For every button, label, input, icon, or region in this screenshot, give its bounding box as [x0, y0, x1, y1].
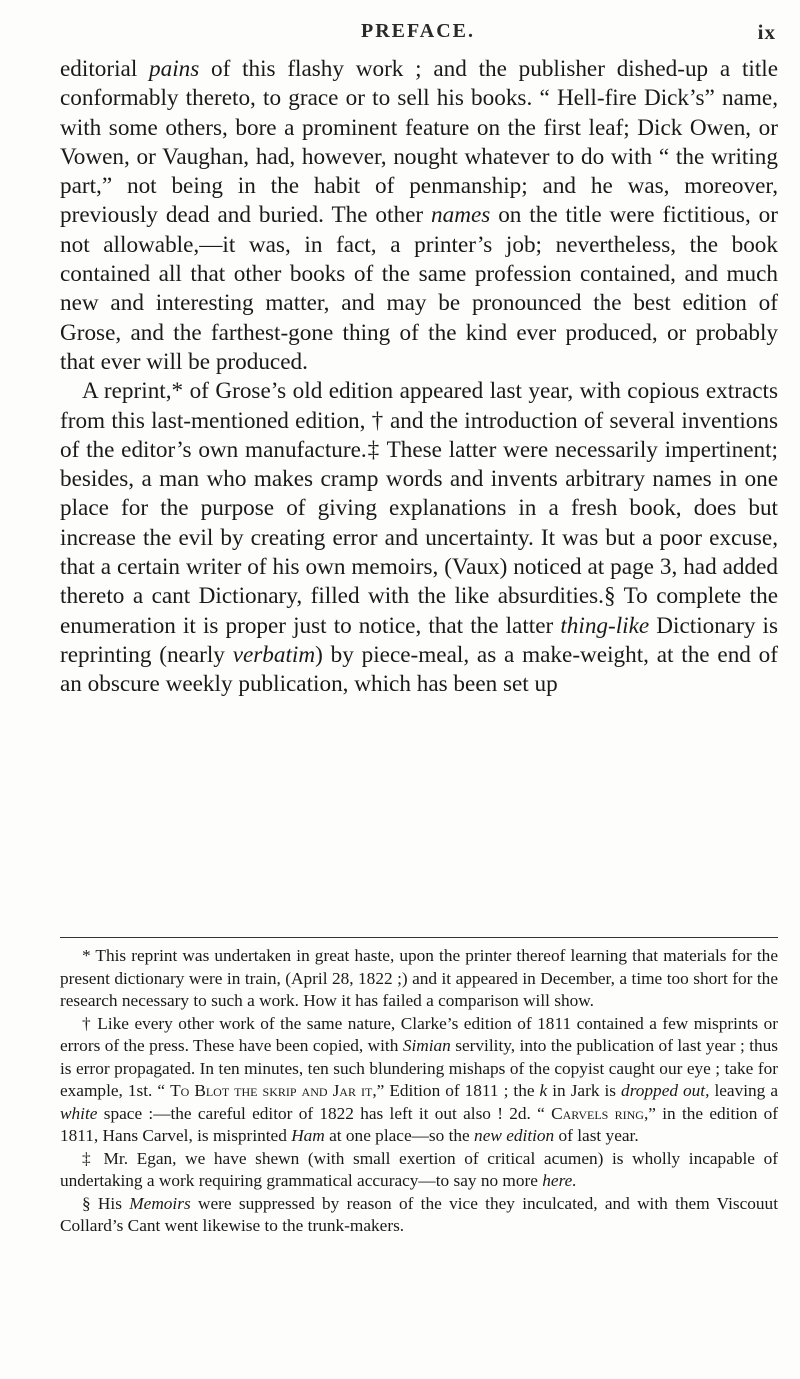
text-run: § His — [82, 1193, 130, 1213]
text-run: were suppressed by reason of the vice they inculcated, and with them Viscouut Collard’s Cant went likewise to the trunk-makers. — [60, 1193, 778, 1235]
small-caps-run: Carvels ring — [551, 1103, 644, 1123]
text-run: on the title were fictitious, or not allowable,—it was, in fact, a printer’s job; nevertheless, the book contained all that other books of the same profession contained, and much new and interesting matter, and may be pronounced the best edition of Grose, and the farthest-gone thing of the kind ever produced, or probably that ever will be produced. — [60, 202, 778, 375]
italic-run: thing-like — [560, 612, 650, 639]
footnote-divider — [60, 937, 778, 938]
paragraph-2 — [60, 377, 778, 699]
small-caps-run: To Blot the skrip and Jar it — [170, 1081, 373, 1100]
text-run: at one place—so the — [324, 1126, 475, 1145]
italic-run: white — [60, 1103, 98, 1123]
text-run: of this flashy work ; and the publisher dished-up a title conformably thereto, to grace or to sell his books. “ Hell-fire Dick’s” name, with some others, bore a prominent feature on the first leaf; Dick Owen, or Vowen, or Vaughan, had, however, nought whatever to do with “ the writing part,” not being in the habit of penmanship; and he was, moreover, previously dead and buried. The other — [60, 56, 778, 229]
italic-run: new edition — [474, 1126, 555, 1145]
running-title: PREFACE. — [361, 20, 475, 42]
italic-run: k — [539, 1081, 548, 1100]
text-run: in Jark is — [547, 1081, 622, 1100]
main-text — [60, 55, 778, 700]
text-run: † Like every other work of the same nature, Clarke’s edition of 1811 contained a few misprints or errors of the press. These have been copied, with — [60, 1013, 778, 1055]
footnote-double-dagger — [60, 1148, 778, 1193]
text-run: ‡ Mr. Egan, we have shewn (with small exertion of critical acumen) is wholly incapable of undertaking a work requiring grammatical accuracy—to say no more — [60, 1148, 778, 1190]
italic-run: pains — [149, 56, 200, 82]
footnotes — [60, 945, 778, 1238]
text-run: ,” Edition of 1811 ; the — [372, 1081, 540, 1100]
italic-run: Memoirs — [129, 1193, 191, 1213]
text-run: leaving a — [709, 1081, 779, 1100]
italic-run: verbatim — [232, 641, 316, 668]
running-header — [60, 14, 776, 50]
text-run: ,” in the edition of 1811, Hans Carvel, is misprinted — [60, 1103, 779, 1145]
footnote-dagger — [60, 1013, 778, 1148]
text-run: servility, into the publication of last year ; thus is error propagated. In ten minutes, ten such blundering mishaps of the copyist caught our eye ; take for example, 1st. “ — [60, 1036, 779, 1100]
italic-run: Ham — [291, 1126, 325, 1145]
footnote-section — [60, 1193, 778, 1238]
italic-run: dropped out, — [621, 1081, 710, 1100]
italic-run: Simian — [402, 1036, 451, 1055]
page-number: ix — [757, 20, 776, 44]
text-run: editorial — [60, 56, 150, 82]
text-run: Dictionary is reprinting (nearly — [60, 612, 778, 668]
text-run: space :—the careful editor of 1822 has left it out also ! 2d. “ — [97, 1103, 552, 1123]
italic-run: names — [431, 202, 491, 229]
italic-run: here. — [542, 1171, 577, 1190]
text-run: A reprint,* of Grose’s old edition appeared last year, with copious extracts from this last-mentioned edition, † and the introduction of several inventions of the editor’s own manufacture.‡ These latter were necessarily impertinent; besides, a man who makes cramp words and invents arbitrary names in one place for the purpose of giving explanations in a fresh book, does but increase the evil by creating error and uncertainty. It was but a poor excuse, that a certain writer of his own memoirs, (Vaux) noticed at page 3, had added thereto a cant Dictionary, filled with the like absurdities.§ To complete the enumeration it is proper just to notice, that the latter — [60, 378, 778, 639]
text-run: ) by piece-meal, as a make-weight, at the end of an obscure weekly publication, which has been set up — [60, 641, 778, 698]
paragraph-1 — [60, 55, 778, 377]
footnote-asterisk: * This reprint was undertaken in great haste, upon the printer thereof learning that materials for the present dictionary were in train, (April 28, 1822 ;) and it appeared in December, a time too short for the research necessary to such a work. How it has failed a comparison will show. — [60, 946, 778, 1010]
text-run: of last year. — [554, 1126, 639, 1145]
